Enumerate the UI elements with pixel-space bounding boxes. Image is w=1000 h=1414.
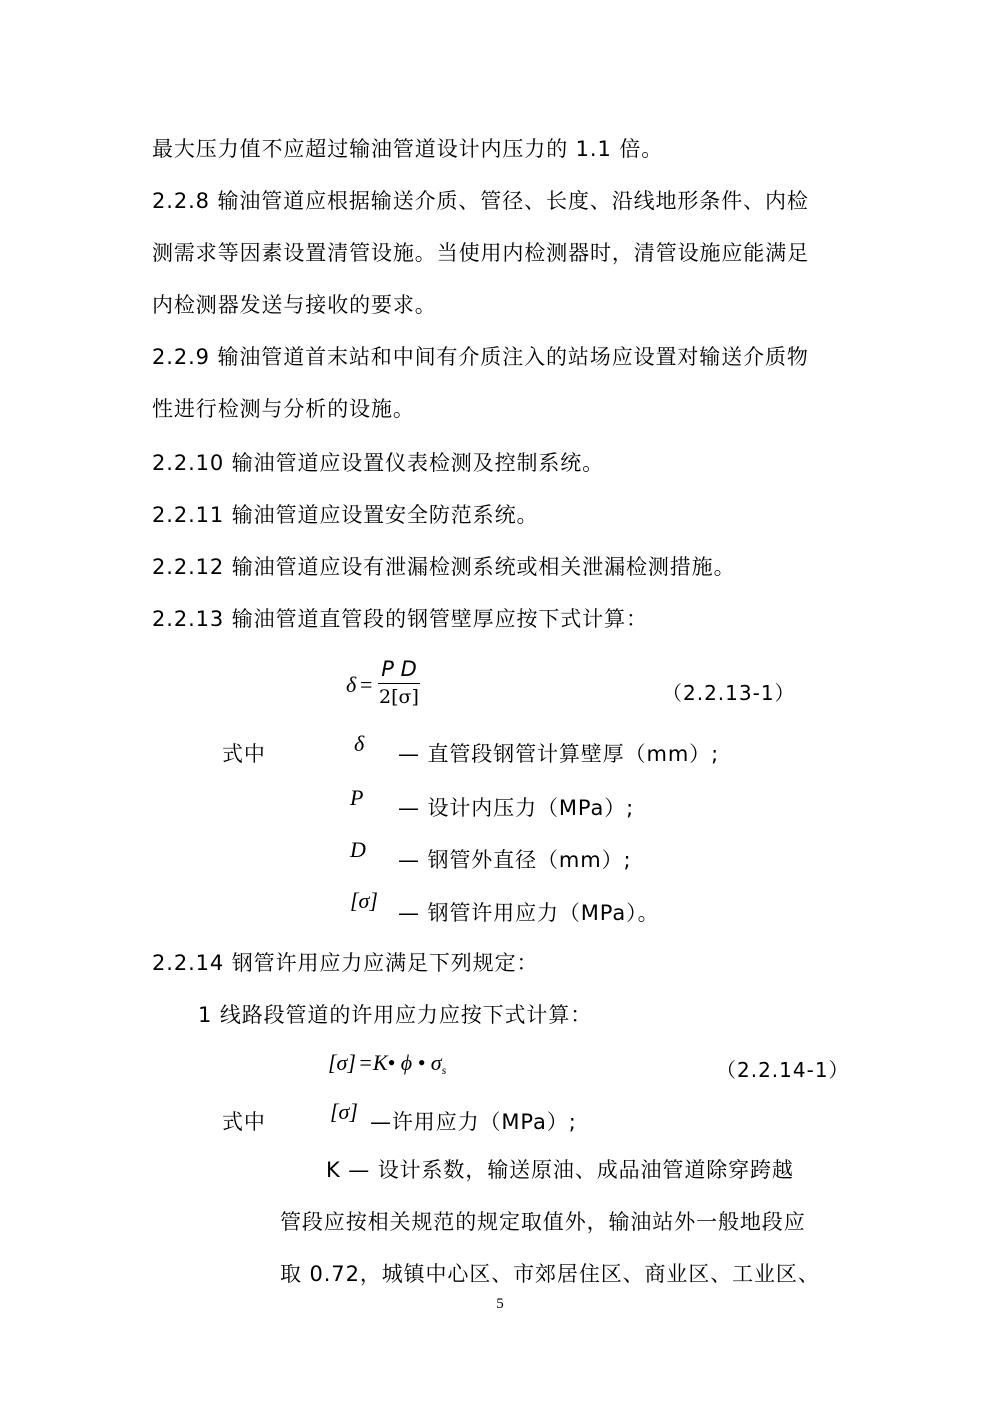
equation-number: （2.2.14-1） (716, 1058, 850, 1082)
variable-symbol: P (350, 785, 364, 810)
clause-2-2-14: 2.2.14 钢管许用应力应满足下列规定： (152, 951, 539, 975)
formula-numerator: P D (381, 657, 417, 681)
formula-lhs-delta: δ (346, 672, 357, 697)
formula-lhs: [σ] (328, 1050, 356, 1075)
variable-description: — 直管段钢管计算壁厚（mm）; (398, 742, 720, 766)
variable-symbol: δ (354, 731, 365, 756)
formula-subscript: s (441, 1063, 447, 1077)
equation-number: （2.2.13-1） (662, 681, 796, 705)
formula-denominator: 2[σ] (379, 686, 419, 708)
text-line: 内检测器发送与接收的要求。 (152, 293, 437, 317)
clause-2-2-13: 2.2.13 输油管道直管段的钢管壁厚应按下式计算： (152, 607, 648, 631)
where-label: 式中 (222, 742, 266, 766)
variable-description: — 钢管许用应力（MPa）。 (398, 901, 660, 925)
variable-description: — 设计内压力（MPa）; (398, 796, 635, 820)
text-line: 测需求等因素设置清管设施。当使用内检测器时，清管设施应能满足 (152, 241, 809, 265)
clause-2-2-10: 2.2.10 输油管道应设置仪表检测及控制系统。 (152, 451, 605, 475)
clause-2-2-11: 2.2.11 输油管道应设置安全防范系统。 (152, 503, 539, 527)
text-line: 管段应按相关规范的规定取值外，输油站外一般地段应 (280, 1210, 806, 1234)
formula-fraction (378, 656, 420, 709)
variable-description: — 钢管外直径（mm）; (398, 848, 632, 872)
fraction-bar (378, 683, 420, 684)
formula-equals: = (360, 672, 373, 697)
text-line: 取 0.72，城镇中心区、市郊居住区、商业区、工业区、 (280, 1262, 820, 1286)
formula-rhs (358, 1049, 446, 1084)
formula-rhs-text: =K• ϕ • σ (358, 1050, 442, 1075)
variable-symbol: D (350, 837, 366, 862)
text-line: 最大压力值不应超过输油管道设计内压力的 1.1 倍。 (152, 137, 664, 161)
page-number: 5 (496, 1296, 504, 1312)
clause-2-2-12: 2.2.12 输油管道应设有泄漏检测系统或相关泄漏检测措施。 (152, 555, 736, 579)
text-line: K — 设计系数，输送原油、成品油管道除穿跨越 (326, 1158, 794, 1182)
clause-item-1: 1 线路段管道的许用应力应按下式计算： (198, 1003, 593, 1027)
variable-symbol: [σ] (330, 1099, 358, 1124)
variable-symbol: [σ] (350, 888, 378, 913)
clause-2-2-9: 2.2.9 输油管道首末站和中间有介质注入的站场应设置对输送介质物 (152, 345, 809, 369)
where-label: 式中 (222, 1110, 266, 1134)
variable-description: —许用应力（MPa）; (370, 1110, 577, 1134)
clause-2-2-8: 2.2.8 输油管道应根据输送介质、管径、长度、沿线地形条件、内检 (152, 189, 809, 213)
text-line: 性进行检测与分析的设施。 (152, 397, 415, 421)
